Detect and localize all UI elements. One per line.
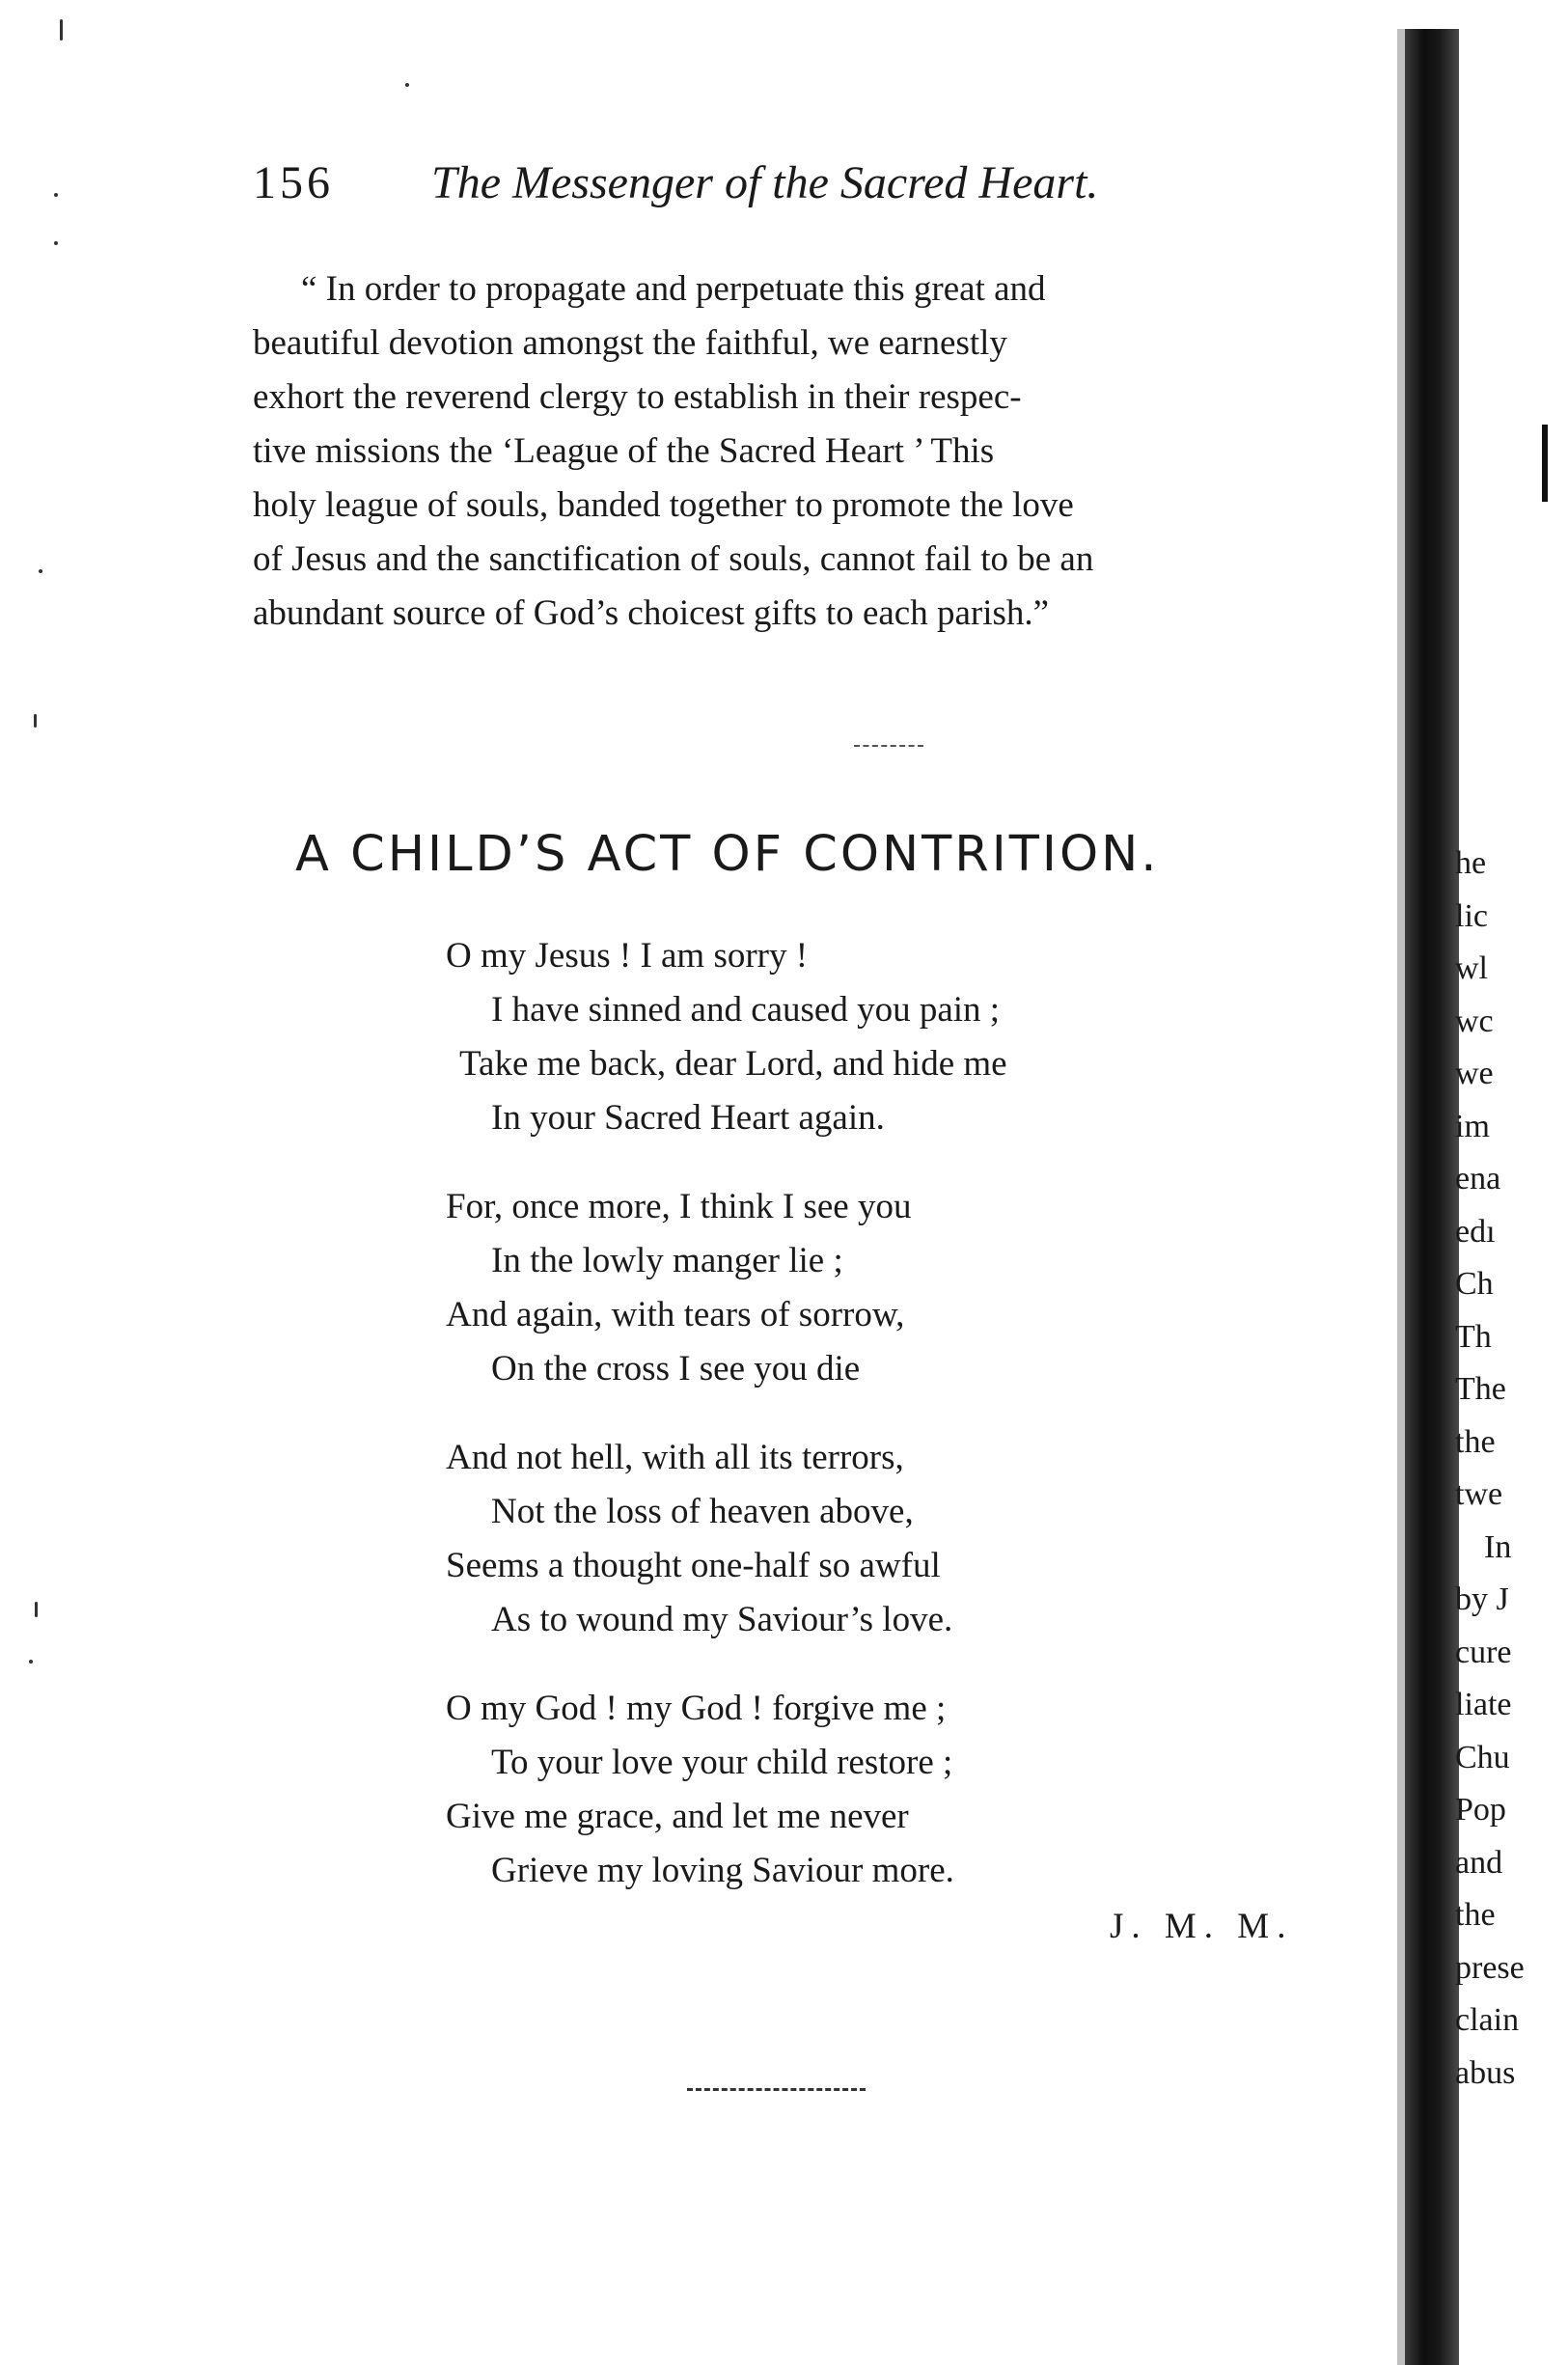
quote-line: tive missions the ‘League of the Sacred Heart ’ This — [253, 431, 995, 471]
scan-speck — [54, 241, 58, 245]
fragment: In — [1484, 1528, 1512, 1565]
fragment: The — [1455, 1371, 1506, 1407]
poem-line: And not hell, with all its terrors, — [446, 1438, 904, 1477]
fragment: Th — [1455, 1318, 1492, 1355]
fragment: ena — [1455, 1161, 1501, 1196]
poem-line: In the lowly manger lie ; — [491, 1241, 843, 1280]
fragment: the — [1455, 1423, 1496, 1460]
binding-gutter — [1405, 29, 1459, 2365]
quoted-paragraph — [253, 262, 1411, 641]
stanza — [446, 929, 1007, 1145]
margin-mark — [1542, 425, 1548, 502]
poem-line: O my God ! my God ! forgive me ; — [446, 1689, 947, 1728]
section-divider — [854, 745, 923, 747]
quote-line: “ In order to propagate and perpetuate this great and — [301, 269, 1046, 309]
running-head — [253, 156, 1266, 214]
poem-line: On the cross I see you die — [491, 1349, 861, 1389]
stanza — [446, 1682, 1007, 1898]
poem-line: I have sinned and caused you pain ; — [491, 990, 1001, 1030]
poem-line: For, once more, I think I see you — [446, 1187, 912, 1226]
fragment: wc — [1455, 1003, 1494, 1039]
fragment: Pop — [1455, 1792, 1506, 1828]
poem-line: As to wound my Saviour’s love. — [491, 1600, 953, 1639]
fragment: wl — [1455, 950, 1488, 986]
stanza — [446, 1180, 1007, 1396]
fragment: im — [1455, 1108, 1490, 1144]
fragment: he — [1455, 845, 1487, 881]
fragment: the — [1455, 1897, 1496, 1933]
fragment: clain — [1455, 2002, 1520, 2038]
poem-line: Grieve my loving Saviour more. — [491, 1851, 954, 1890]
fragment: abus — [1455, 2054, 1516, 2091]
fragment: cure — [1455, 1634, 1512, 1670]
poem-line: Take me back, dear Lord, and hide me — [459, 1044, 1007, 1084]
quote-line: beautiful devotion amongst the faithful, we earnestly — [253, 323, 1007, 363]
fragment: edı — [1455, 1213, 1496, 1250]
scan-speck — [405, 83, 409, 87]
poem-line: Seems a thought one-half so awful — [446, 1546, 941, 1585]
poem-line: And again, with tears of sorrow, — [446, 1295, 905, 1334]
quote-line: abundant source of God’s choicest gifts to each parish.” — [253, 593, 1050, 633]
fragment: Ch — [1455, 1266, 1494, 1302]
quote-line: of Jesus and the sanctification of souls, cannot fail to be an — [253, 539, 1094, 579]
fragment: lic — [1455, 897, 1488, 934]
fragment: by J — [1455, 1581, 1509, 1617]
scan-speck — [34, 714, 37, 728]
scan-speck — [60, 19, 63, 41]
poem-title: A CHILD’S ACT OF CONTRITION. — [295, 826, 1160, 883]
facing-page-column — [1455, 838, 1568, 2100]
poem-body — [446, 929, 1007, 1933]
quote-line: exhort the reverend clergy to establish in their respec- — [253, 377, 1022, 417]
stanza — [446, 1431, 1007, 1647]
scan-speck — [29, 1660, 33, 1664]
journal-title: The Messenger of the Sacred Heart. — [431, 157, 1099, 208]
fragment: and — [1455, 1844, 1503, 1881]
fragment: twe — [1455, 1476, 1503, 1512]
fragment: liate — [1455, 1687, 1512, 1722]
poem-line: Give me grace, and let me never — [446, 1797, 909, 1836]
poem-line: To your love your child restore ; — [491, 1743, 953, 1782]
page-number: 156 — [253, 157, 334, 208]
fragment: Chu — [1455, 1739, 1510, 1775]
poem-signature: J. M. M. — [1110, 1907, 1294, 1946]
fragment: we — [1455, 1056, 1494, 1091]
fragment: prese — [1455, 1949, 1525, 1986]
scan-speck — [39, 569, 42, 573]
poem-line: In your Sacred Heart again. — [491, 1098, 885, 1138]
scan-speck — [35, 1602, 38, 1617]
poem-line: O my Jesus ! I am sorry ! — [446, 936, 809, 976]
scan-speck — [54, 193, 58, 197]
poem-line: Not the loss of heaven above, — [491, 1492, 914, 1531]
quote-line: holy league of souls, banded together to promote the love — [253, 485, 1074, 525]
end-divider — [687, 2088, 866, 2091]
